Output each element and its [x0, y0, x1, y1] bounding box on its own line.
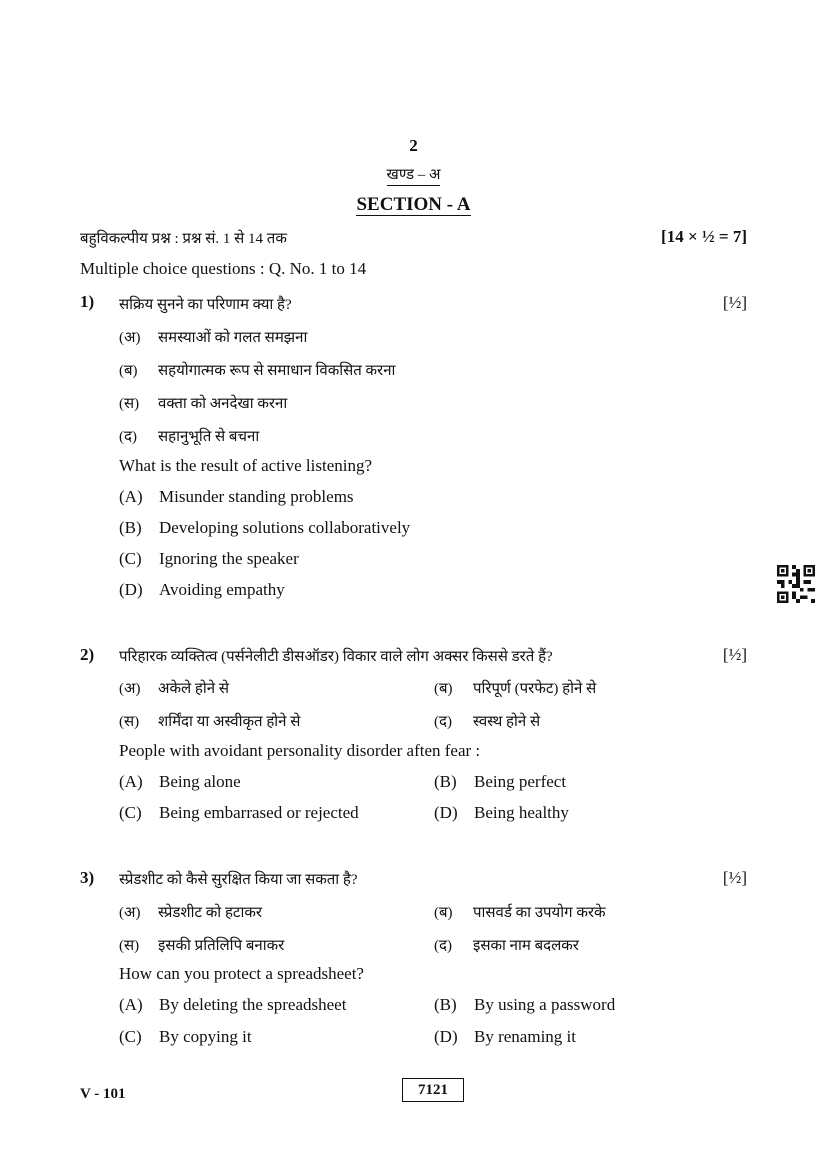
question-text-hindi: सक्रिय सुनने का परिणाम क्या है?	[119, 297, 292, 313]
option-english: (A) Misunder standing problems	[119, 487, 354, 506]
section-title-hindi: खण्ड – अ	[0, 164, 827, 184]
option-english: (C) By copying it	[119, 1027, 252, 1046]
option-hindi: (द) सहानुभूति से बचना	[119, 429, 260, 445]
option-hindi: (स) इसकी प्रतिलिपि बनाकर	[119, 938, 285, 954]
question-text-hindi: परिहारक व्यक्तित्व (पर्सनेलीटी डीसऑडर) विकार वाले लोग अक्सर किससे डरते हैं?	[119, 649, 553, 665]
option-hindi: (ब) परिपूर्ण (परफेट) होने से	[434, 681, 597, 697]
instruction-english: Multiple choice questions : Q. No. 1 to 14	[80, 259, 367, 278]
question-marks: [½]	[722, 868, 747, 887]
option-hindi: (ब) सहयोगात्मक रूप से समाधान विकसित करना	[119, 363, 396, 379]
paper-code: V - 101	[80, 1086, 126, 1102]
question-marks: [½]	[722, 645, 747, 664]
instruction-hindi: बहुविकल्पीय प्रश्न : प्रश्न सं. 1 से 14 तक	[80, 231, 287, 247]
option-english: (A) By deleting the spreadsheet	[119, 995, 347, 1014]
question-number: 1)	[80, 292, 95, 311]
option-english: (B) Developing solutions collaboratively	[119, 518, 411, 537]
total-marks: [14 × ½ = 7]	[661, 227, 747, 246]
question-number: 3)	[80, 868, 95, 887]
option-hindi: (द) इसका नाम बदलकर	[434, 938, 579, 954]
option-hindi: (ब) पासवर्ड का उपयोग करके	[434, 905, 606, 921]
option-hindi: (अ) समस्याओं को गलत समझना	[119, 330, 308, 346]
question-text-english: People with avoidant personality disorder aften fear :	[119, 741, 481, 760]
section-title-english: SECTION - A	[356, 194, 471, 215]
paper-number-box: 7121	[402, 1078, 464, 1102]
option-hindi: (स) वक्ता को अनदेखा करना	[119, 396, 288, 412]
question-text-english: How can you protect a spreadsheet?	[119, 964, 364, 983]
option-english: (B) By using a password	[434, 995, 616, 1014]
option-hindi: (द) स्वस्थ होने से	[434, 714, 541, 730]
option-english: (B) Being perfect	[434, 772, 567, 791]
page-number: 2	[409, 136, 418, 155]
question-text-english: What is the result of active listening?	[119, 456, 373, 475]
option-hindi: (स) शर्मिंदा या अस्वीकृत होने से	[119, 714, 301, 730]
option-hindi: (अ) अकेले होने से	[119, 681, 229, 697]
option-english: (D) Avoiding empathy	[119, 580, 285, 599]
option-english: (D) Being healthy	[434, 803, 569, 822]
option-english: (A) Being alone	[119, 772, 241, 791]
option-english: (D) By renaming it	[434, 1027, 576, 1046]
option-english: (C) Being embarrased or rejected	[119, 803, 359, 822]
question-marks: [½]	[722, 293, 747, 312]
qr-code-icon	[777, 565, 815, 603]
option-hindi: (अ) स्प्रेडशीट को हटाकर	[119, 905, 263, 921]
question-number: 2)	[80, 645, 95, 664]
question-text-hindi: स्प्रेडशीट को कैसे सुरक्षित किया जा सकता है?	[119, 872, 358, 888]
option-english: (C) Ignoring the speaker	[119, 549, 299, 568]
